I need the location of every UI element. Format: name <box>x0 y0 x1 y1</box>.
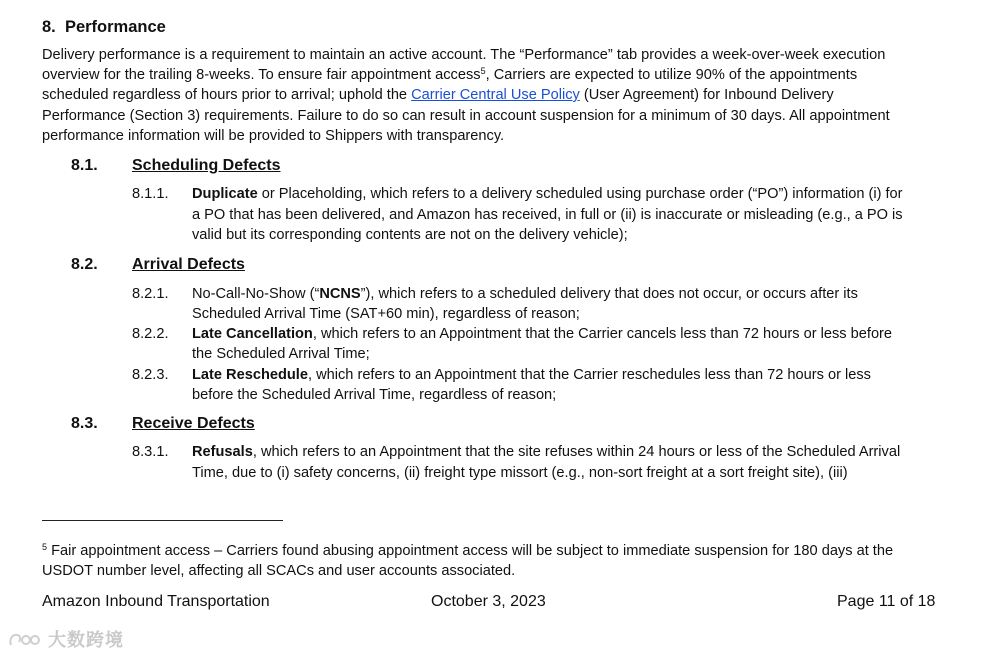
item-line: before the Scheduled Arrival Time, regardless of reason; <box>192 387 557 403</box>
footnote-text: Fair appointment access – Carriers found abusing appointment access will be subject to immediate suspension for 180 days at the <box>47 543 894 559</box>
subsection-number: 8.1. <box>71 157 98 174</box>
intro-text: (User Agreement) for Inbound Delivery <box>579 87 834 103</box>
footnote-divider <box>42 520 283 521</box>
intro-line-1: Delivery performance is a requirement to maintain an active account. The “Performance” tab provides a week-over-week execution <box>42 47 886 63</box>
footer-date: October 3, 2023 <box>431 593 546 610</box>
intro-text: , Carriers are expected to utilize 90% of the appointments <box>485 67 858 83</box>
item-number: 8.3.1. <box>132 444 169 460</box>
subsection-number: 8.2. <box>71 256 98 273</box>
item-text: ”), which refers to a scheduled delivery that does not occur, or occurs after its <box>360 286 858 302</box>
section-heading <box>42 17 166 37</box>
subsection-number: 8.3. <box>71 415 98 432</box>
intro-line-3 <box>42 85 834 105</box>
footnote-mark: 5 <box>42 542 48 552</box>
item-term: Refusals <box>192 444 253 460</box>
item-line <box>192 442 900 462</box>
item-text: , which refers to an Appointment that the site refuses within 24 hours or less of the Scheduled Arrival <box>252 444 901 460</box>
intro-line-4: Performance (Section 3) requirements. Failure to do so can result in account suspension for a minimum of 30 days. All appointment <box>42 108 890 124</box>
item-number: 8.2.2. <box>132 326 169 342</box>
footer-page-number: Page 11 of 18 <box>837 593 936 610</box>
footer-left: Amazon Inbound Transportation <box>42 593 270 610</box>
item-line: the Scheduled Arrival Time; <box>192 346 370 362</box>
watermark-text: 大数跨境 <box>48 630 125 650</box>
item-line <box>192 284 858 304</box>
footnote-reference: 5 <box>480 66 486 76</box>
subsection-title-scheduling-defects: Scheduling Defects <box>132 157 281 174</box>
item-line: a PO that has been delivered, and Amazon has received, in full or (ii) is inaccurate or misleading (e.g., a PO is <box>192 207 903 223</box>
section-number: 8. <box>42 18 56 36</box>
item-number: 8.2.3. <box>132 367 169 383</box>
subsection-title-arrival-defects: Arrival Defects <box>132 256 245 273</box>
intro-line-5: performance information will be provided to Shippers with transparency. <box>42 128 505 144</box>
footnote-line-1 <box>42 541 893 561</box>
item-number: 8.1.1. <box>132 186 169 202</box>
intro-text: overview for the trailing 8-weeks. To ensure fair appointment access <box>42 67 481 83</box>
item-line: Time, due to (i) safety concerns, (ii) freight type missort (e.g., non-sort freight at a sort freight site), (iii) <box>192 465 848 481</box>
carrier-central-use-policy-link[interactable]: Carrier Central Use Policy <box>411 87 580 103</box>
item-line <box>192 324 892 344</box>
intro-text: scheduled regardless of hours prior to arrival; uphold the <box>42 87 412 103</box>
item-text: or Placeholding, which refers to a delivery scheduled using purchase order (“PO”) information (i) for <box>257 186 903 202</box>
item-term: Late Reschedule <box>192 367 308 383</box>
watermark <box>8 626 124 652</box>
item-line <box>192 365 871 385</box>
item-line: Scheduled Arrival Time (SAT+60 min), regardless of reason; <box>192 306 580 322</box>
item-number: 8.2.1. <box>132 286 169 302</box>
subsection-title-receive-defects: Receive Defects <box>132 415 255 432</box>
watermark-logo-icon <box>8 631 42 649</box>
item-line <box>192 184 903 204</box>
item-term: NCNS <box>319 286 361 302</box>
item-term: Late Cancellation <box>192 326 313 342</box>
item-line: valid but its corresponding contents are not on the delivery vehicle); <box>192 227 628 243</box>
item-text: No-Call-No-Show (“ <box>192 286 320 302</box>
footnote-line-2: USDOT number level, affecting all SCACs and user accounts associated. <box>42 563 516 579</box>
item-text: , which refers to an Appointment that the Carrier reschedules less than 72 hours or less <box>307 367 871 383</box>
section-title: Performance <box>64 18 166 36</box>
item-text: , which refers to an Appointment that the Carrier cancels less than 72 hours or less before <box>312 326 893 342</box>
item-term: Duplicate <box>192 186 258 202</box>
intro-line-2 <box>42 65 857 85</box>
